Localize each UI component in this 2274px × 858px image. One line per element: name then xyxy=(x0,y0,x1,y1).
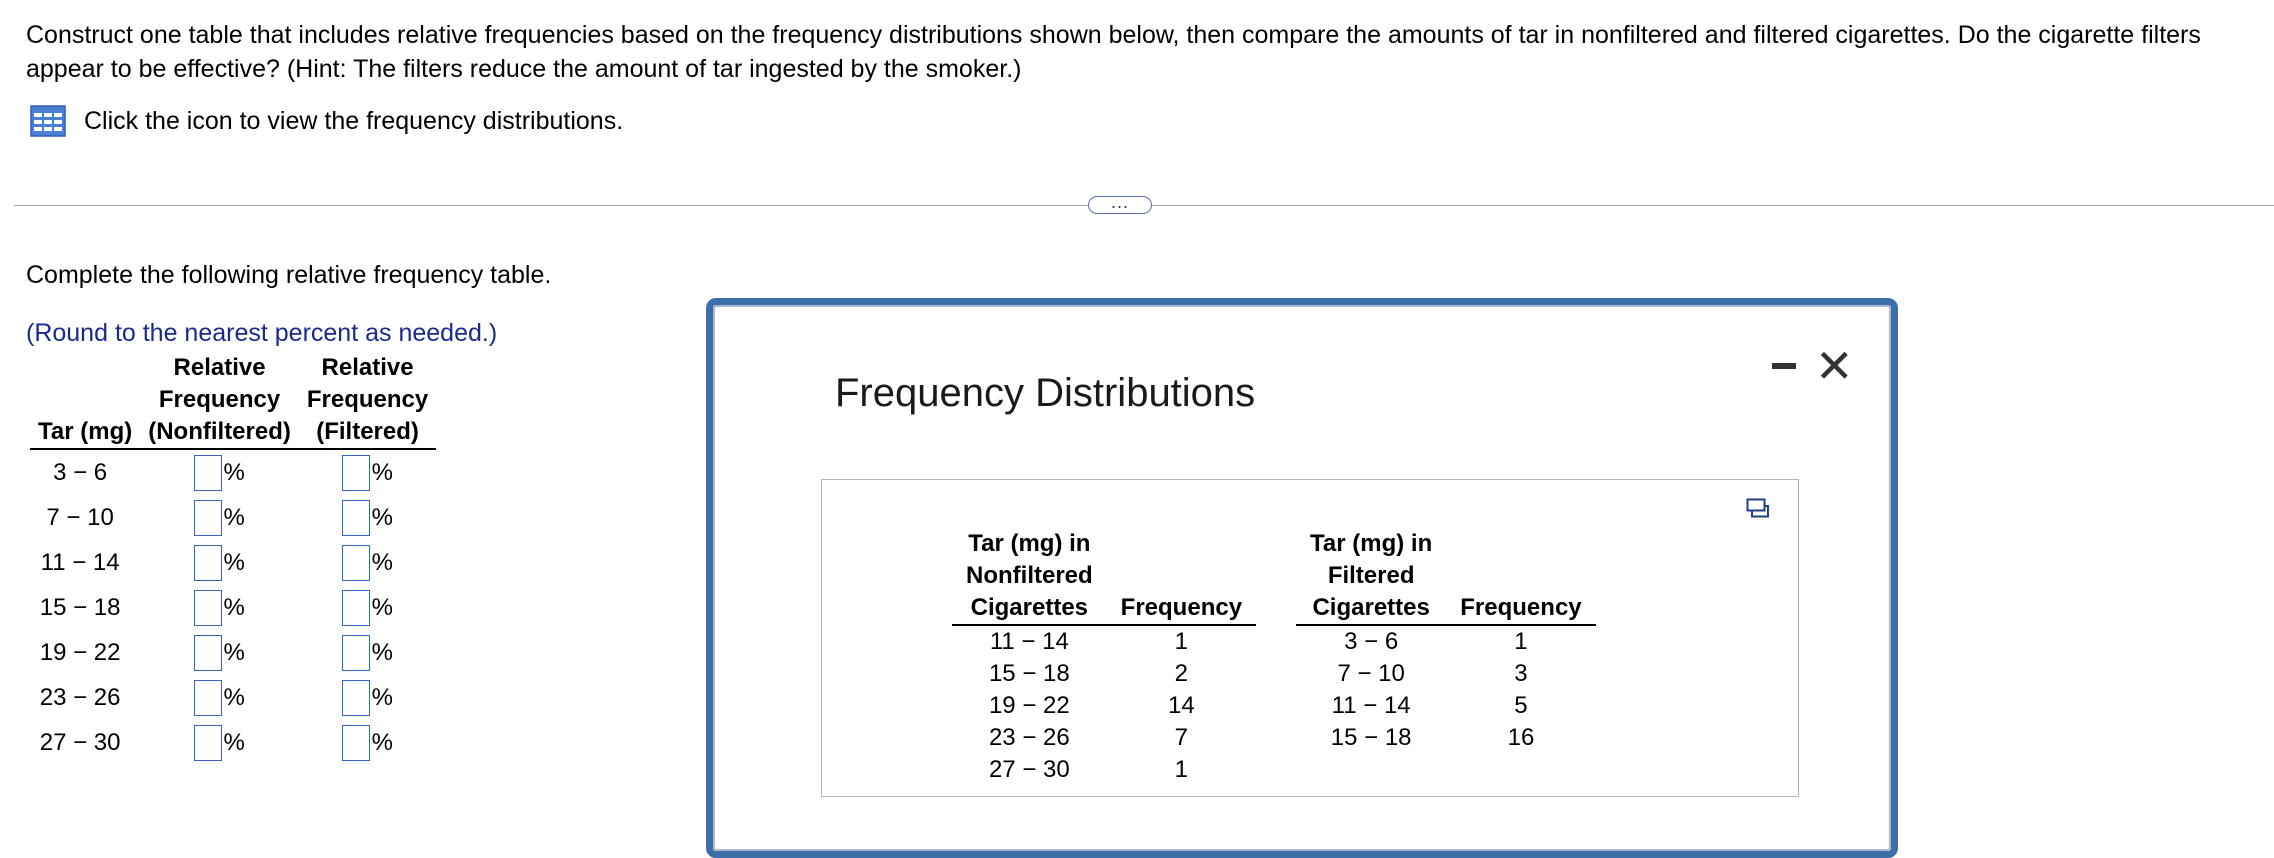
filtered-input[interactable] xyxy=(342,590,370,626)
nonfiltered-cell xyxy=(140,449,299,495)
nonfiltered-input[interactable] xyxy=(194,590,222,626)
tar-range: 15 − 18 xyxy=(39,593,121,621)
filtered-input[interactable] xyxy=(342,725,370,761)
table-row xyxy=(30,720,436,765)
f-tar-value: 15 − 18 xyxy=(1330,724,1412,751)
tar-range: 7 − 10 xyxy=(46,503,114,531)
nf-frequency-value: 14 xyxy=(1168,692,1195,719)
f-tar-value xyxy=(1296,754,1446,786)
nonfiltered-input[interactable] xyxy=(194,455,222,491)
dialog-title: Frequency Distributions xyxy=(835,371,1256,415)
table-row xyxy=(30,630,436,675)
percent-sign: % xyxy=(371,638,393,666)
nf-tar-value: 27 − 30 xyxy=(988,756,1070,783)
table-row xyxy=(30,449,436,495)
nf-tar-value: 19 − 22 xyxy=(988,692,1070,719)
table-row xyxy=(952,722,1596,754)
nonfiltered-cell xyxy=(140,720,299,765)
filtered-cell xyxy=(299,585,436,630)
close-icon[interactable]: ✕ xyxy=(1815,340,1854,392)
filtered-cell xyxy=(299,495,436,540)
percent-sign: % xyxy=(371,593,393,621)
nonfiltered-cell xyxy=(140,675,299,720)
table-row xyxy=(30,675,436,720)
percent-sign: % xyxy=(223,683,245,711)
percent-sign: % xyxy=(371,728,393,756)
percent-sign: % xyxy=(223,728,245,756)
f-frequency-value xyxy=(1446,754,1595,786)
table-row xyxy=(952,625,1596,658)
filtered-input[interactable] xyxy=(342,680,370,716)
tar-range: 23 − 26 xyxy=(39,683,121,711)
data-panel xyxy=(821,479,1799,797)
nf-tar-value: 15 − 18 xyxy=(988,660,1070,687)
instruction-text: Complete the following relative frequency table. xyxy=(26,261,552,289)
f-frequency-value: 3 xyxy=(1514,660,1528,687)
filtered-input[interactable] xyxy=(342,635,370,671)
f-frequency-value: 16 xyxy=(1507,724,1535,751)
filtered-cell xyxy=(299,630,436,675)
nf-frequency-value: 7 xyxy=(1174,724,1189,751)
table-row xyxy=(30,585,436,630)
percent-sign: % xyxy=(371,548,393,576)
header-filtered: Relative Frequency (Filtered) xyxy=(299,352,436,449)
copy-icon[interactable] xyxy=(1746,498,1770,520)
round-note: (Round to the nearest percent as needed.) xyxy=(26,319,498,347)
nf-tar-value: 23 − 26 xyxy=(988,724,1070,751)
nonfiltered-input[interactable] xyxy=(194,635,222,671)
question-text: Construct one table that includes relative frequencies based on the frequency distributions shown below, then compare the amounts of tar in nonfiltered and filtered cigarettes. Do the cigarette filters appear to be effective? (Hint: The filters reduce the amount of tar ingested by the smoker.) xyxy=(26,21,2201,83)
filtered-input[interactable] xyxy=(342,545,370,581)
nonfiltered-cell xyxy=(140,540,299,585)
minimize-icon[interactable] xyxy=(1772,363,1796,369)
percent-sign: % xyxy=(223,503,245,531)
percent-sign: % xyxy=(223,458,245,486)
view-distributions-text: Click the icon to view the frequency distributions. xyxy=(84,106,624,135)
f-frequency-value: 5 xyxy=(1514,692,1528,719)
nf-frequency-value: 2 xyxy=(1174,660,1189,687)
header-nonfiltered: Relative Frequency (Nonfiltered) xyxy=(140,352,299,449)
f-frequency-header: Frequency xyxy=(1446,528,1595,625)
f-frequency-value: 1 xyxy=(1514,628,1528,655)
nonfiltered-input[interactable] xyxy=(194,725,222,761)
nf-frequency-value: 1 xyxy=(1174,756,1189,783)
percent-sign: % xyxy=(223,593,245,621)
nonfiltered-cell xyxy=(140,630,299,675)
nonfiltered-cell xyxy=(140,585,299,630)
filtered-cell xyxy=(299,449,436,495)
tar-range: 19 − 22 xyxy=(39,638,121,666)
nonfiltered-cell xyxy=(140,495,299,540)
filtered-cell xyxy=(299,540,436,585)
table-row xyxy=(952,690,1596,722)
f-tar-value: 7 − 10 xyxy=(1337,660,1405,687)
nf-frequency-value: 1 xyxy=(1174,628,1189,655)
filtered-input[interactable] xyxy=(342,455,370,491)
tar-range: 3 − 6 xyxy=(53,458,108,486)
relative-frequency-table xyxy=(30,352,436,765)
percent-sign: % xyxy=(223,548,245,576)
percent-sign: % xyxy=(371,683,393,711)
f-tar-value: 11 − 14 xyxy=(1331,692,1411,719)
filtered-cell xyxy=(299,720,436,765)
nonfiltered-input[interactable] xyxy=(194,545,222,581)
table-row xyxy=(30,540,436,585)
frequency-distribution-table xyxy=(952,528,1596,786)
f-tar-value: 3 − 6 xyxy=(1344,628,1399,655)
nf-tar-value: 11 − 14 xyxy=(989,628,1069,655)
percent-sign: % xyxy=(371,458,393,486)
dialog-body xyxy=(713,305,1891,851)
expand-more-button[interactable]: ... xyxy=(1088,196,1152,214)
table-row xyxy=(30,495,436,540)
view-distributions-row xyxy=(30,103,623,139)
percent-sign: % xyxy=(371,503,393,531)
table-row xyxy=(952,658,1596,690)
frequency-distributions-dialog xyxy=(706,298,1898,858)
filtered-cell xyxy=(299,675,436,720)
table-grid-icon[interactable] xyxy=(30,105,66,137)
tar-range: 27 − 30 xyxy=(39,728,121,756)
table-row xyxy=(952,754,1596,786)
nonfiltered-input[interactable] xyxy=(194,680,222,716)
nf-frequency-header: Frequency xyxy=(1107,528,1256,625)
f-tar-header: Tar (mg) in Filtered Cigarettes xyxy=(1296,528,1446,625)
percent-sign: % xyxy=(223,638,245,666)
header-tar: Tar (mg) xyxy=(30,352,140,449)
nonfiltered-input[interactable] xyxy=(194,500,222,536)
nf-tar-header: Tar (mg) in Nonfiltered Cigarettes xyxy=(952,528,1107,625)
filtered-input[interactable] xyxy=(342,500,370,536)
tar-range: 11 − 14 xyxy=(40,548,120,576)
